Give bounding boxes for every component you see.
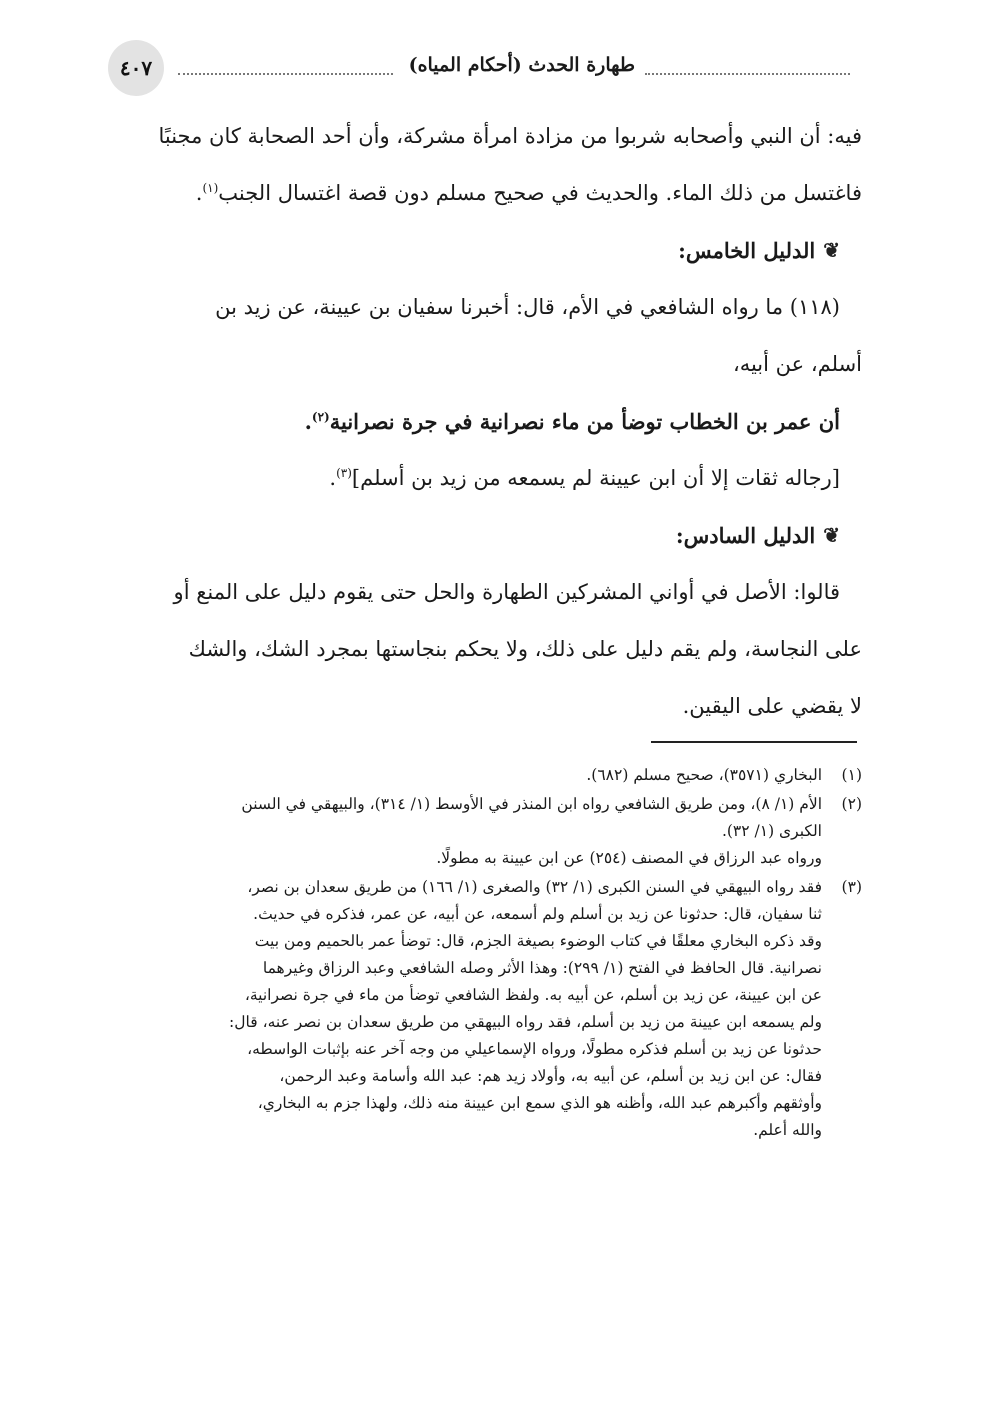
quote-text: أن عمر بن الخطاب توضأ من ماء نصرانية في جرة نصرانية bbox=[329, 409, 840, 434]
footnote-line: ولم يسمعه ابن عيينة من زيد بن أسلم، فقد رواه البيهقي من طريق سعدان بن نصر عنه، قال: bbox=[229, 1013, 822, 1031]
leaf-ornament-icon: ❦ bbox=[823, 238, 840, 262]
footnote-number: (١) bbox=[841, 766, 862, 784]
footnote-line: فقال: عن ابن زيد بن أسلم، عن أبيه به، وأولاد زيد هم: عبد الله وأسامة وعبد الرحمن، bbox=[279, 1067, 822, 1085]
footnote-1 bbox=[116, 762, 862, 789]
paragraph-line: فيه: أن النبي وأصحابه شربوا من مزادة امرأة مشركة، وأن أحد الصحابة كان مجنبًا bbox=[158, 124, 862, 148]
footnote-body bbox=[116, 762, 822, 789]
paragraph-line: على النجاسة، ولم يقم دليل على ذلك، ولا يحكم بنجاستها بمجرد الشك، والشك bbox=[188, 637, 862, 661]
footnote-ref-2[interactable]: (٢) bbox=[311, 410, 330, 424]
header-title: طهارة الحدث (أحكام المياه) bbox=[408, 54, 635, 76]
footnote-line: الكبرى (١/ ٣٢). bbox=[721, 822, 822, 840]
footnote-ref-3[interactable]: (٣) bbox=[336, 466, 352, 480]
footnote-divider bbox=[651, 741, 857, 743]
page-number: ٤٠٧ bbox=[108, 40, 164, 96]
text: فاغتسل من ذلك الماء. والحديث في صحيح مسلم دون قصة اغتسال الجنب bbox=[218, 181, 862, 205]
header-dots-right bbox=[645, 73, 850, 75]
heading-text: الدليل الخامس: bbox=[678, 238, 816, 263]
hadith-grade: [رجاله ثقات إلا أن ابن عيينة لم يسمعه من زيد بن أسلم]$^{(٣)}$. bbox=[329, 466, 840, 490]
heading-text: الدليل السادس: bbox=[675, 523, 816, 548]
paragraph-line: (١١٨) ما رواه الشافعي في الأم، قال: أخبرنا سفيان بن عيينة، عن زيد بن bbox=[215, 295, 840, 319]
footnote-body bbox=[116, 874, 822, 1144]
footnote-line: والله أعلم. bbox=[753, 1121, 822, 1139]
footnote-line: ورواه عبد الرزاق في المصنف (٢٥٤) عن ابن عيينة به مطولًا. bbox=[436, 849, 822, 867]
footnote-line: نصرانية. قال الحافظ في الفتح (١/ ٢٩٩): وهذا الأثر وصله الشافعي وعبد الرزاق وغيرهما bbox=[262, 959, 822, 977]
footnote-line: البخاري (٣٥٧١)، صحيح مسلم (٦٨٢). bbox=[586, 766, 822, 784]
footnotes bbox=[116, 762, 862, 1146]
header-dots-left bbox=[178, 73, 393, 75]
footnote-line: فقد رواه البيهقي في السنن الكبرى (١/ ٣٢) والصغرى (١/ ١٦٦) من طريق سعدان بن نصر، bbox=[247, 878, 822, 896]
leaf-ornament-icon: ❦ bbox=[823, 523, 840, 547]
section-heading-6 bbox=[116, 507, 862, 564]
footnote-body bbox=[116, 791, 822, 872]
footnote-line: عن ابن عيينة، عن زيد بن أسلم، عن أبيه به. ولفظ الشافعي توضأ من ماء في جرة نصرانية، bbox=[244, 986, 822, 1004]
footnote-line: وقد ذكره البخاري معلقًا في كتاب الوضوء بصيغة الجزم، قال: توضأ عمر بالحميم ومن بيت bbox=[254, 932, 822, 950]
footnote-line: ثنا سفيان، قال: حدثونا عن زيد بن أسلم ولم أسمعه، عن أبيه، عن عمر، فذكره في حديث. bbox=[253, 905, 822, 923]
footnote-2 bbox=[116, 791, 862, 872]
footnote-line: حدثونا عن زيد بن أسلم فذكره مطولًا، ورواه الإسماعيلي من وجه آخر عنه بإثبات الواسطه، bbox=[247, 1040, 822, 1058]
hadith-quote: أن عمر بن الخطاب توضأ من ماء نصرانية في جرة نصرانية$^{(٢)}$. bbox=[304, 409, 840, 434]
main-text bbox=[116, 108, 862, 735]
paragraph-line: قالوا: الأصل في أواني المشركين الطهارة والحل حتى يقوم دليل على المنع أو bbox=[173, 580, 840, 604]
paragraph-line: فاغتسل من ذلك الماء. والحديث في صحيح مسلم دون قصة اغتسال الجنب$^{(١)}$. bbox=[195, 181, 862, 205]
footnote-line: الأم (١/ ٨)، ومن طريق الشافعي رواه ابن المنذر في الأوسط (١/ ٣١٤)، والبيهقي في السنن bbox=[241, 795, 822, 813]
running-header bbox=[108, 40, 850, 100]
footnote-3 bbox=[116, 874, 862, 1144]
grade-text: [رجاله ثقات إلا أن ابن عيينة لم يسمعه من زيد بن أسلم] bbox=[351, 466, 840, 490]
paragraph-line: أسلم، عن أبيه، bbox=[732, 352, 862, 376]
paragraph-line: لا يقضي على اليقين. bbox=[682, 694, 862, 718]
footnote-number: (٢) bbox=[841, 795, 862, 813]
footnote-line: وأوثقهم وأكبرهم عبد الله، وأظنه هو الذي سمع ابن عيينة منه ذلك، ولهذا جزم به البخاري، bbox=[257, 1094, 822, 1112]
section-heading-5 bbox=[116, 222, 862, 279]
footnote-ref-1[interactable]: (١) bbox=[202, 181, 219, 195]
footnote-number: (٣) bbox=[841, 878, 862, 896]
